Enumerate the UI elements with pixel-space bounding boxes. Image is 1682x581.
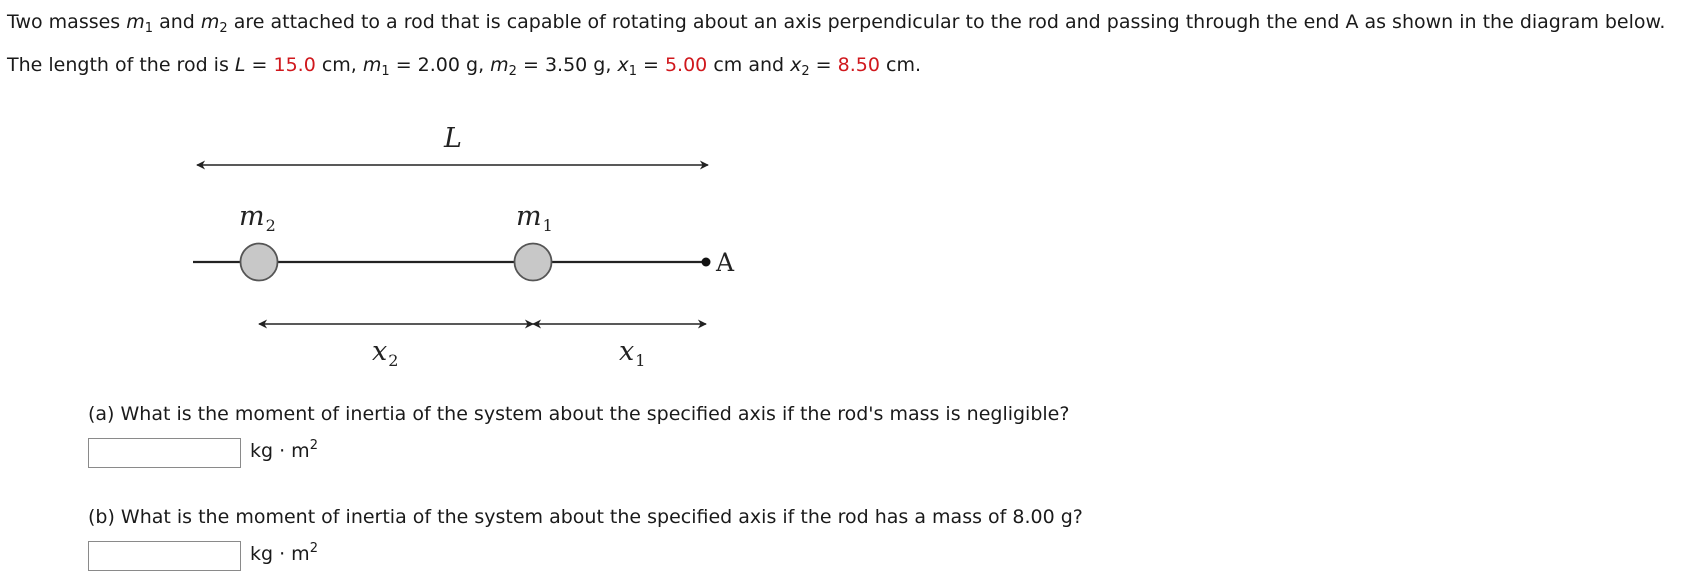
unit-label-part-b: kg · $m^2$	[250, 541, 318, 565]
answer-input-part-b[interactable]	[88, 541, 241, 571]
label-x1: $x_1$	[619, 336, 646, 370]
label-L: L	[444, 123, 462, 154]
question-part-b: (b) What is the moment of inertia of the system about the specified axis if the rod has a mass of 8.00 g?	[88, 506, 1083, 528]
x2-value: 8.50	[837, 54, 880, 76]
answer-row-part-a	[88, 438, 318, 468]
problem-text-description: are attached to a rod that is capable of rotating about an axis perpendicular to the rod and passing through the end A as shown in the diagram below. The length of the rod is	[7, 11, 1666, 76]
problem-statement: Two masses $m_1$ and $m_2$ are attached to a rod that is capable of rotating about an axis perpendicular to the rod and passing through the end A as shown in the diagram below. The length of the rod is L = 15.0 cm, $m_1 = 2.00$ g, $m_2 = 3.50$ g, $x_1 = 5.00$ cm and $x_2 = 8.50$ cm.	[7, 11, 1666, 79]
label-x2: $x_2$	[372, 336, 399, 370]
m2-symbol: $m_2$	[200, 11, 228, 36]
axis-point-a	[702, 258, 711, 267]
answer-row-part-b	[88, 541, 318, 571]
question-part-a: (a) What is the moment of inertia of the system about the specified axis if the rod's mass is negligible?	[88, 403, 1070, 425]
label-A: A	[716, 248, 735, 277]
label-m1: $m_1$	[516, 201, 553, 235]
problem-text-and: and	[153, 11, 201, 33]
label-m2: $m_2$	[239, 201, 276, 235]
mass-m2	[241, 244, 278, 281]
m1-value: = 2.00 g,	[389, 54, 491, 76]
x1-value: 5.00	[664, 54, 708, 76]
m1-symbol: $m_1$	[126, 11, 154, 36]
m2-given-symbol: $m_2$	[490, 54, 517, 79]
x2-symbol: $x_2$	[790, 54, 810, 79]
m2-value: = 3.50 g,	[516, 54, 618, 76]
L-value: 15.0	[273, 54, 316, 76]
m1-given-symbol: $m_1$	[362, 54, 390, 79]
mass-m1	[515, 244, 552, 281]
unit-label-part-a: kg · $m^2$	[250, 438, 318, 462]
answer-input-part-a[interactable]	[88, 438, 241, 468]
x1-symbol: $x_1$	[617, 54, 637, 79]
L-symbol: L	[234, 54, 246, 76]
problem-text-intro: Two masses	[7, 11, 127, 33]
